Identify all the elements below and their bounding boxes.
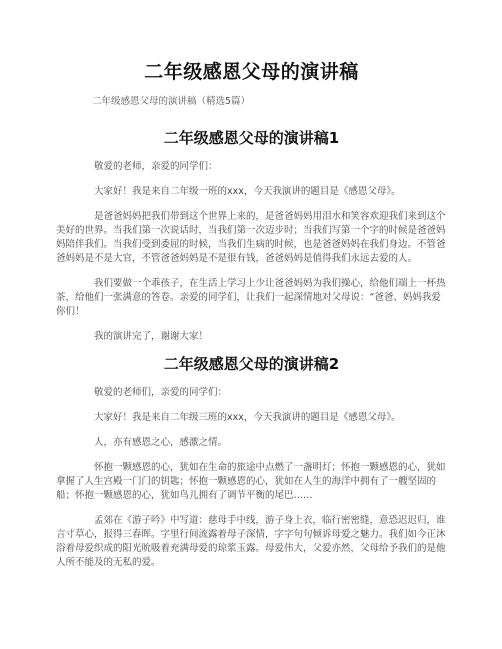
section-1-paragraph: 大家好！我是来自二年级一班的xxx，今天我演讲的题目是《感恩父母》。: [94, 186, 401, 197]
section-2-heading: 二年级感恩父母的演讲稿2: [163, 355, 340, 373]
document-subtitle: 二年级感恩父母的演讲稿（精选5篇）: [92, 96, 251, 107]
section-1-heading: 二年级感恩父母的演讲稿1: [163, 129, 340, 147]
section-1-closing: 我的演讲完了，谢谢大家！: [94, 331, 209, 342]
section-2-paragraph: 大家好！我是来自二年级三班的xxx，今天我演讲的题目是《感恩父母》。: [94, 412, 401, 423]
section-2-greeting: 敬爱的老师们，亲爱的同学们：: [94, 387, 228, 398]
section-2-paragraph: 人，亦有感恩之心，感激之情。: [94, 437, 228, 448]
section-2-paragraph: 怀抱一颗感恩的心，犹如在生命的旅途中点燃了一盏明灯；怀抱一颗感恩的心，犹如拿握了人生宫殿一门门的钥匙；怀抱一颗感恩的心，犹如在人生的海洋中拥有了一艘坚固的船；怀抱一颗感恩的心，犹如鸟儿拥有了调节平衡的尾巴……: [56, 462, 446, 501]
section-2-paragraph: 孟郊在《游子吟》中写道：慈母手中线，游子身上衣，临行密密缝，意恐迟迟归，谁言寸草心，报得三春晖。字里行间流露着母子深情，字字句句倾诉母爱之魅力。我们如今正沐浴着母爱织成的阳光吮吸着充满母爱的琼浆玉露。母爱伟大，父爱亦然，父母给予我们的是他人所不能及的无私的爱。: [56, 515, 446, 568]
section-1-paragraph: 我们要做一个乖孩子，在生活上学习上少让爸爸妈妈为我们操心，给他们端上一杯热茶，给他们一张满意的答卷。亲爱的同学们，让我们一起深情地对父母说：“爸爸、妈妈我爱你们！: [56, 278, 446, 317]
section-1-paragraph: 是爸爸妈妈把我们带到这个世界上来的，是爸爸妈妈用泪水和笑容欢迎我们来到这个美好的世界。当我们第一次说话时，当我们第一次迈步时；当我们写第一个字的时候是爸爸妈妈陪伴我们。当我们受到委屈的时候，当我们生病的时候，也是爸爸妈妈在我们身边。不管爸爸妈妈是不是大官，不管爸爸妈妈是不是很有钱，爸爸妈妈是值得我们永远去爱的人。: [56, 211, 446, 264]
section-1-greeting: 敬爱的老师，亲爱的同学们：: [94, 161, 218, 172]
document-title: 二年级感恩父母的演讲稿: [144, 61, 359, 83]
